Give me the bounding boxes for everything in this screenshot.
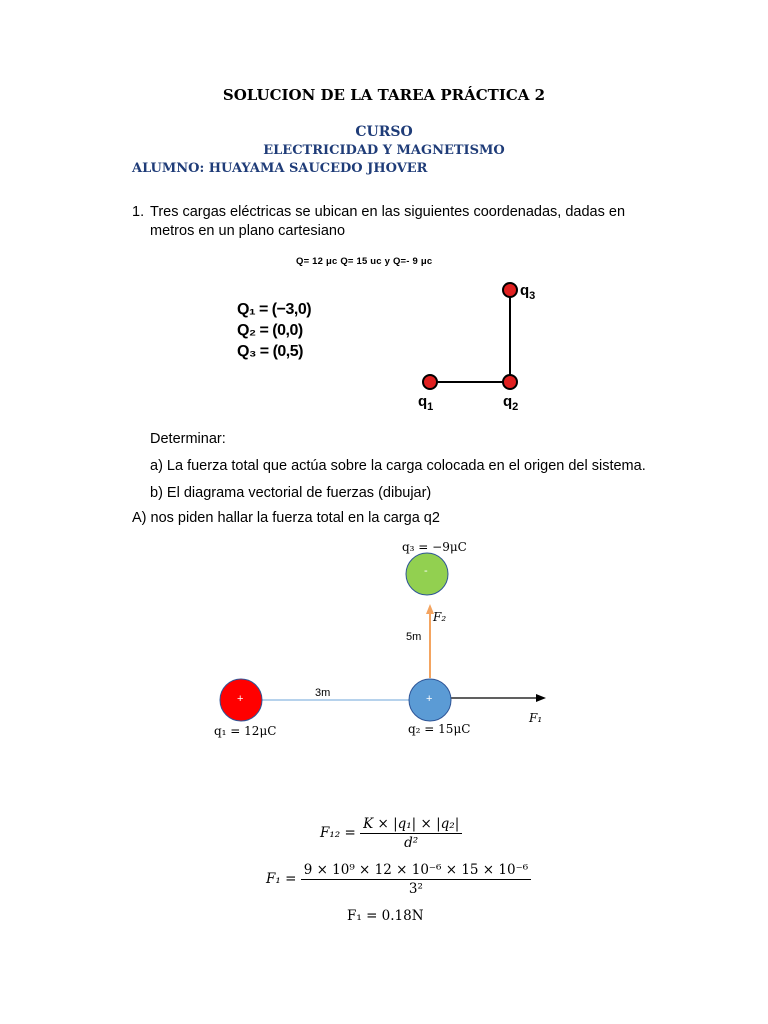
q3-label: q₃ = −9μC <box>402 540 467 554</box>
q2-label: q₂ = 15μC <box>408 722 471 736</box>
figure-charge-q1 <box>423 375 437 389</box>
figure-label-q2: $q_2$ <box>503 393 519 413</box>
force1-arrowhead <box>536 694 546 702</box>
problem-text: Tres cargas eléctricas se ubican en las siguientes coordenadas, dadas en <box>150 204 626 220</box>
formula-f1-numerator: 9 × 10⁹ × 12 × 10⁻⁶ × 15 × 10⁻⁶ <box>301 862 531 880</box>
determine-label: Determinar: <box>150 431 226 447</box>
document-title: SOLUCION DE LA TAREA PRÁCTICA 2 <box>222 86 546 104</box>
problem-number: 1. <box>132 204 145 220</box>
problem-text-line2: metros en un plano cartesiano <box>150 223 346 239</box>
formula-f1-lhs: F₁ = <box>266 871 297 887</box>
distance-horizontal: 3m <box>315 687 331 699</box>
force-diagram <box>200 540 560 750</box>
course-name: ELECTRICIDAD Y MAGNETISMO <box>263 143 505 158</box>
formula-coulomb <box>320 816 462 851</box>
part-a: a) La fuerza total que actúa sobre la carga colocada en el origen del sistema. <box>150 458 646 474</box>
force1-label: F₁ <box>529 711 543 725</box>
figure-charge-q3 <box>503 283 517 297</box>
figure-charge-q2 <box>503 375 517 389</box>
figure-label-q3: $q_3$ <box>520 282 536 302</box>
force2-label: F₂ <box>433 610 447 624</box>
coord-q3: Q₃ = (0,5) <box>237 343 303 360</box>
formula-coulomb-fraction <box>360 816 462 851</box>
part-b: b) El diagrama vectorial de fuerzas (dibujar) <box>150 485 432 501</box>
formula-f1 <box>266 862 531 897</box>
distance-vertical: 5m <box>406 631 422 643</box>
answer-intro: A) nos piden hallar la fuerza total en la carga q2 <box>132 510 440 526</box>
formula-coulomb-lhs: F₁₂ = <box>320 825 356 841</box>
student-name: ALUMNO: HUAYAMA SAUCEDO JHOVER <box>132 161 428 176</box>
coord-q2: Q₂ = (0,0) <box>237 322 303 339</box>
charges-values: Q= 12 μc Q= 15 uc y Q=- 9 μc <box>296 256 433 267</box>
figure-label-q1: $q_1$ <box>418 393 434 413</box>
formula-f1-denominator: 3² <box>408 881 423 897</box>
course-heading: CURSO <box>355 124 413 140</box>
formula-result: F₁ = 0.18N <box>347 908 424 924</box>
q2-sign: + <box>426 693 433 705</box>
q1-sign: + <box>237 693 244 705</box>
formula-coulomb-numerator: K × |q₁| × |q₂| <box>360 816 462 834</box>
formula-f1-fraction <box>301 862 531 897</box>
formula-coulomb-denominator: d² <box>404 835 419 851</box>
coord-q1: Q₁ = (−3,0) <box>237 301 312 318</box>
q1-label: q₁ = 12μC <box>214 724 277 738</box>
q3-sign: - <box>424 565 428 577</box>
